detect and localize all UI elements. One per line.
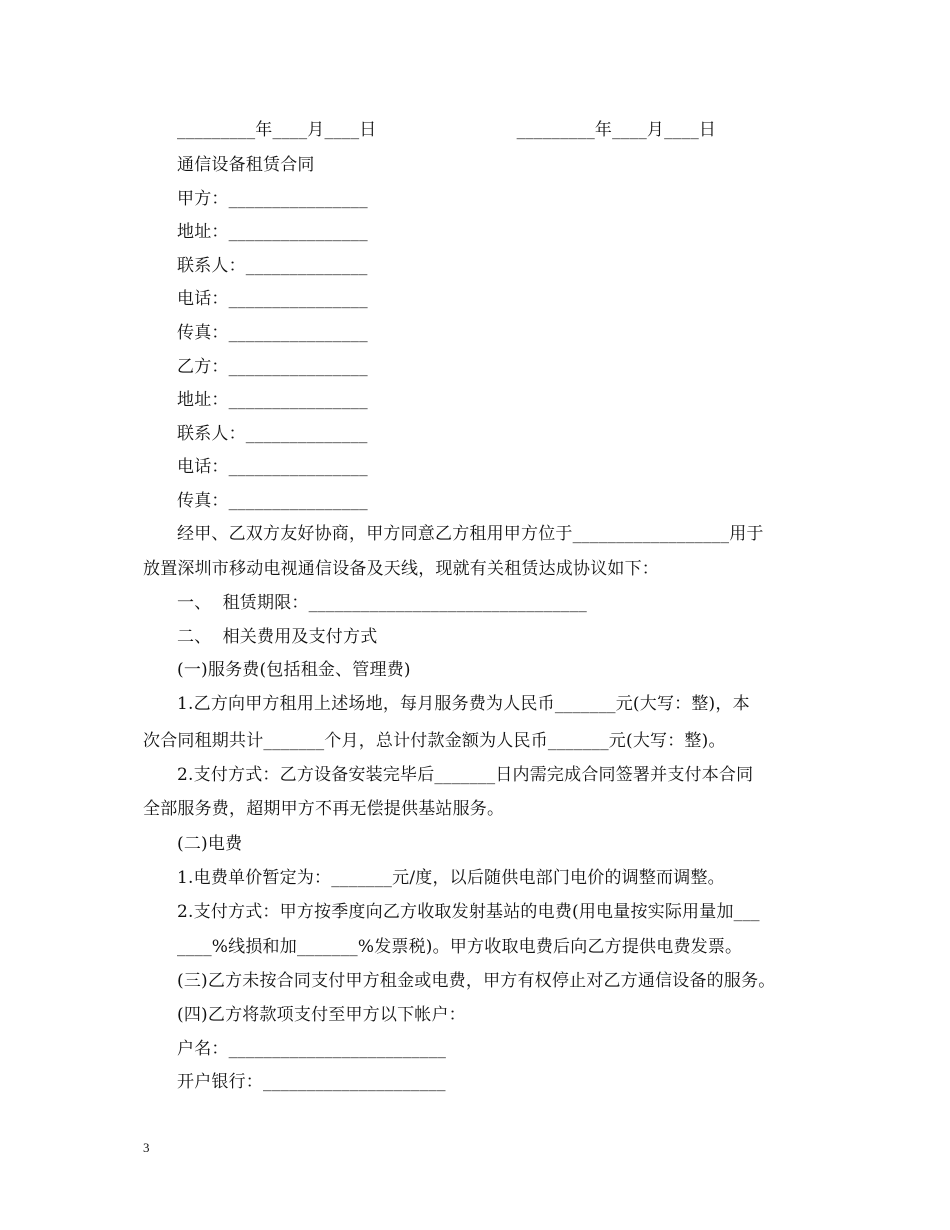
- page-number: 3: [143, 1140, 150, 1155]
- electricity-item-1: 1.电费单价暂定为：_______元/度，以后随供电部门电价的调整而调整。: [177, 868, 725, 888]
- service-fee-item-1-line-1: 1.乙方向甲方租用上述场地，每月服务费为人民币_______元(大写：整)，本: [177, 694, 750, 714]
- party-a-address: 地址：________________: [177, 222, 368, 242]
- service-fee-item-1-line-2: 次合同租期共计_______个月，总计付款金额为人民币_______元(大写：整)。: [143, 731, 726, 751]
- party-a-name: 甲方：________________: [177, 189, 368, 209]
- service-fee-item-2-line-1: 2.支付方式：乙方设备安装完毕后_______日内需完成合同签署并支付本合同: [177, 765, 754, 785]
- party-b-phone: 电话：________________: [177, 457, 368, 477]
- date-line: _________年____月____日 _________年____月____日: [177, 120, 717, 140]
- party-a-contact: 联系人：______________: [177, 256, 368, 276]
- party-b-fax: 传真：________________: [177, 491, 368, 511]
- section-2-fees: 二、 相关费用及支付方式: [177, 627, 378, 647]
- contract-title: 通信设备租赁合同: [177, 155, 315, 175]
- electricity-item-2-line-2: ____%线损和加_______%发票税)。甲方收取电费后向乙方提供电费发票。: [177, 937, 743, 957]
- electricity-item-2-line-1: 2.支付方式：甲方按季度向乙方收取发射基站的电费(用电量按实际用量加___: [177, 902, 760, 922]
- section-1-lease-term: 一、 租赁期限：________________________________: [177, 593, 588, 613]
- bank-name: 开户银行：_____________________: [177, 1072, 446, 1092]
- service-fee-item-2-line-2: 全部服务费，超期甲方不再无偿提供基站服务。: [143, 799, 505, 819]
- account-name: 户名：_________________________: [177, 1039, 447, 1059]
- party-b-name: 乙方：________________: [177, 357, 368, 377]
- party-a-fax: 传真：________________: [177, 323, 368, 343]
- intro-paragraph-line-1: 经甲、乙双方友好协商，甲方同意乙方租用甲方位于__________________用于: [177, 524, 764, 544]
- party-b-address: 地址：________________: [177, 390, 368, 410]
- intro-paragraph-line-2: 放置深圳市移动电视通信设备及天线，现就有关租赁达成协议如下：: [143, 559, 659, 579]
- party-b-contact: 联系人：______________: [177, 424, 368, 444]
- electricity-heading: (二)电费: [177, 834, 243, 854]
- clause-3-service-stop: (三)乙方未按合同支付甲方租金或电费，甲方有权停止对乙方通信设备的服务。: [177, 971, 776, 991]
- service-fee-heading: (一)服务费(包括租金、管理费): [177, 660, 411, 680]
- clause-4-payment-account: (四)乙方将款项支付至甲方以下帐户：: [177, 1005, 466, 1025]
- party-a-phone: 电话：________________: [177, 289, 368, 309]
